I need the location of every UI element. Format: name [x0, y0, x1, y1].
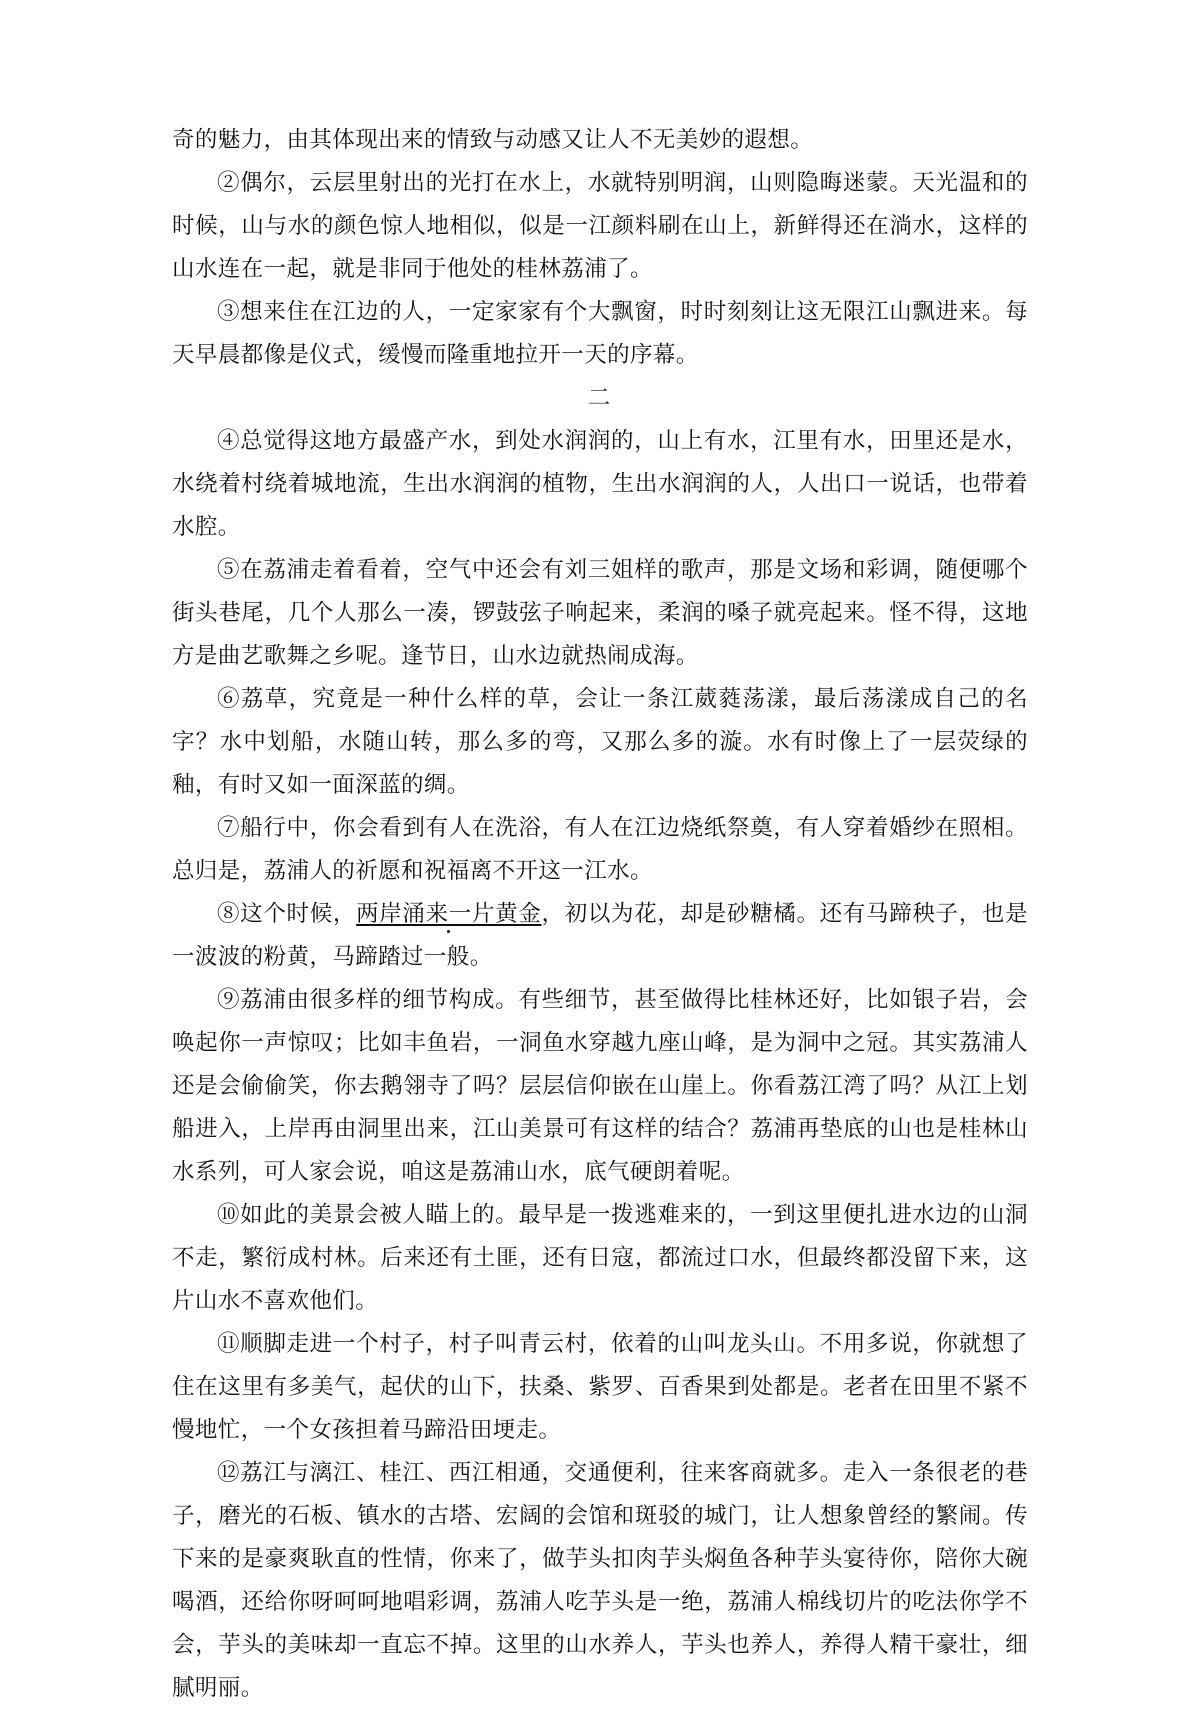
paragraph-10: ⑩如此的美景会被人瞄上的。最早是一拨逃难来的，一到这里便扎进水边的山洞不走，繁衍成村林。后来还有土匪，还有日寇，都流过口水，但最终都没留下来，这片山水不喜欢他们。	[172, 1202, 1028, 1313]
paragraph-5: ⑤在荔浦走着看着，空气中还会有刘三姐样的歌声，那是文场和彩调，随便哪个街头巷尾，几个人那么一凑，锣鼓弦子响起来，柔润的嗓子就亮起来。怪不得，这地方是曲艺歌舞之乡呢。逢节日，山水边就热闹成海。	[172, 557, 1028, 668]
paragraph-12: ⑫荔江与漓江、桂江、西江相通，交通便利，往来客商就多。走入一条很老的巷子，磨光的石板、镇水的古塔、宏阔的会馆和斑驳的城门，让人想象曾经的繁闹。传下来的是豪爽耿直的性情，你来了，做芋头扣肉芋头焖鱼各种芋头宴待你，陪你大碗喝酒，还给你呀呵呵地唱彩调，荔浦人吃芋头是一绝，荔浦人棉线切片的吃法你学不会，芋头的美味却一直忘不掉。这里的山水养人，芋头也养人，养得人精干豪壮，细腻明丽。	[172, 1460, 1028, 1700]
paragraph-8-emphasis: 两岸涌来一片黄金	[356, 901, 542, 926]
paragraph-11: ⑪顺脚走进一个村子，村子叫青云村，依着的山叫龙头山。不用多说，你就想了住在这里有多美气，起伏的山下，扶桑、紫罗、百香果到处都是。老者在田里不紧不慢地忙，一个女孩担着马蹄沿田埂走。	[172, 1331, 1028, 1442]
paragraph-8-tail: ，初以为花，却是砂糖橘。还有马蹄秧子，也是一波波的粉黄，马蹄踏过一般。	[172, 901, 1028, 969]
section-heading-two: 二	[587, 385, 613, 410]
document-body	[172, 118, 1028, 1709]
paragraph-7: ⑦船行中，你会看到有人在洗浴，有人在江边烧纸祭奠，有人穿着婚纱在照相。总归是，荔浦人的祈愿和祝福离不开这一江水。	[172, 815, 1028, 883]
paragraph-8	[172, 892, 1028, 978]
paragraph-2: ②偶尔，云层里射出的光打在水上，水就特别明润，山则隐晦迷蒙。天光温和的时候，山与水的颜色惊人地相似，似是一江颜料刷在山上，新鲜得还在淌水，这样的山水连在一起，就是非同于他处的桂林荔浦了。	[172, 170, 1028, 281]
paragraph-continuation: 奇的魅力，由其体现出来的情致与动感又让人不无美妙的遐想。	[172, 127, 814, 152]
paragraph-9: ⑨荔浦由很多样的细节构成。有些细节，甚至做得比桂林还好，比如银子岩，会唤起你一声惊叹；比如丰鱼岩，一洞鱼水穿越九座山峰，是为洞中之冠。其实荔浦人还是会偷偷笑，你去鹅翎寺了吗？层层信仰嵌在山崖上。你看荔江湾了吗？从江上划船进入，上岸再由洞里出来，江山美景可有这样的结合？荔浦再垫底的山也是桂林山水系列，可人家会说，咱这是荔浦山水，底气硬朗着呢。	[172, 987, 1028, 1184]
paragraph-8-lead: ⑧这个时候，	[217, 901, 357, 926]
paragraph-6: ⑥荔草，究竟是一种什么样的草，会让一条江葳蕤荡漾，最后荡漾成自己的名字？水中划船，水随山转，那么多的弯，又那么多的漩。水有时像上了一层荧绿的釉，有时又如一面深蓝的绸。	[172, 686, 1028, 797]
paragraph-3: ③想来住在江边的人，一定家家有个大飘窗，时时刻刻让这无限江山飘进来。每天早晨都像是仪式，缓慢而隆重地拉开一天的序幕。	[172, 299, 1028, 367]
paragraph-4: ④总觉得这地方最盛产水，到处水润润的，山上有水，江里有水，田里还是水，水绕着村绕着城地流，生出水润润的植物，生出水润润的人，人出口一说话，也带着水腔。	[172, 428, 1028, 539]
